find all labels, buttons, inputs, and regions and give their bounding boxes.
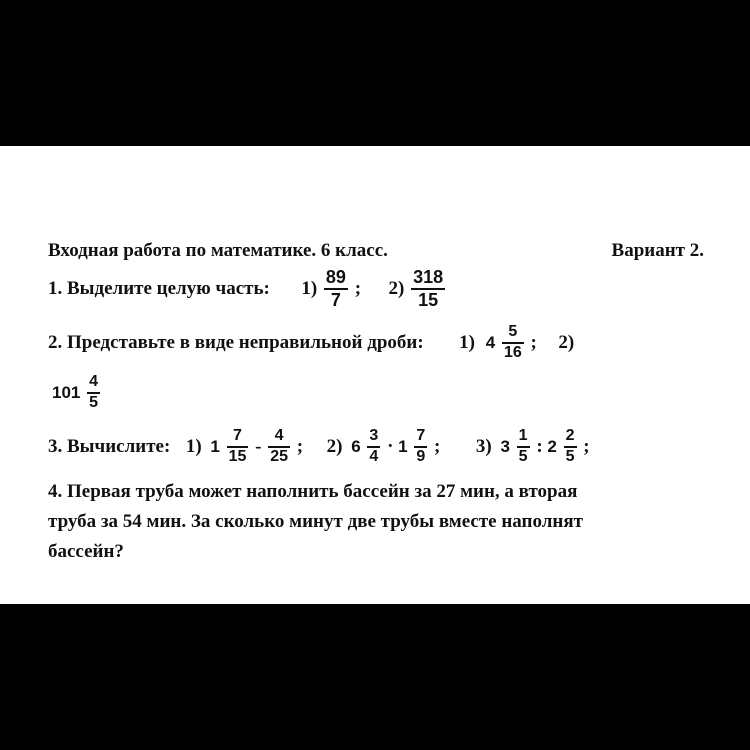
operator: · <box>387 436 394 458</box>
fraction-4-5 <box>87 374 100 412</box>
separator: ; <box>434 436 441 458</box>
task-4-line-2: труба за 54 мин. За сколько минут две трубы вместе наполнят <box>48 511 583 532</box>
task-1-item-2-label: 2) <box>388 278 405 300</box>
mixed-whole: 101 <box>52 383 81 403</box>
fraction-numerator: 4 <box>87 374 100 394</box>
task-1-text: 1. Выделите целую часть: <box>48 278 270 300</box>
fraction-denominator: 15 <box>418 289 439 310</box>
variant-label: Вариант 2. <box>611 240 704 261</box>
operator: : <box>536 436 543 458</box>
task-2-item-1-label: 1) <box>459 332 475 354</box>
task-4-line-1: 4. Первая труба может наполнить бассейн за 27 мин, а вторая <box>48 481 578 502</box>
task-3 <box>48 428 704 466</box>
mixed-whole: 1 <box>398 437 408 457</box>
fraction-numerator: 5 <box>502 324 524 344</box>
task-2-item-2 <box>52 374 704 412</box>
fraction-89-7 <box>324 268 348 310</box>
fraction-denominator: 5 <box>89 393 99 411</box>
task-2-text: 2. Представьте в виде неправильной дроби: <box>48 332 424 354</box>
fraction-4-25 <box>268 428 290 466</box>
fraction-numerator: 3 <box>367 428 380 448</box>
fraction-numerator: 7 <box>227 428 249 448</box>
task-4-line-3: бассейн? <box>48 541 124 562</box>
fraction-denominator: 25 <box>270 447 289 465</box>
task-1 <box>48 268 704 310</box>
fraction-7-15 <box>227 428 249 466</box>
separator: ; <box>354 278 362 300</box>
task-2 <box>48 324 704 362</box>
mixed-whole: 3 <box>500 437 510 457</box>
separator: ; <box>583 436 590 458</box>
fraction-5-16 <box>502 324 524 362</box>
task-3-item-1-label: 1) <box>185 436 202 458</box>
fraction-numerator: 89 <box>324 268 348 290</box>
fraction-numerator: 4 <box>268 428 290 448</box>
mixed-whole: 4 <box>485 333 496 353</box>
fraction-numerator: 2 <box>564 428 577 448</box>
fraction-3-4 <box>367 428 380 466</box>
task-3-item-2-label: 2) <box>326 436 343 458</box>
fraction-318-15 <box>411 268 445 310</box>
fraction-denominator: 15 <box>228 447 247 465</box>
fraction-denominator: 4 <box>369 447 379 465</box>
operator: - <box>255 436 262 458</box>
fraction-denominator: 5 <box>518 447 528 465</box>
fraction-denominator: 16 <box>503 343 522 361</box>
fraction-denominator: 7 <box>330 289 341 310</box>
task-2-item-2-label: 2) <box>558 332 575 354</box>
fraction-denominator: 9 <box>416 447 426 465</box>
task-3-text: 3. Вычислите: <box>48 436 171 458</box>
separator: ; <box>530 332 537 354</box>
task-1-item-1-label: 1) <box>301 278 318 300</box>
header-line <box>48 241 704 260</box>
mixed-whole: 1 <box>210 437 220 457</box>
fraction-numerator: 1 <box>517 428 530 448</box>
fraction-numerator: 318 <box>411 268 445 290</box>
separator: ; <box>296 436 304 458</box>
fraction-denominator: 5 <box>565 447 575 465</box>
fraction-numerator: 7 <box>414 428 427 448</box>
worksheet-page <box>0 146 750 604</box>
fraction-7-9 <box>414 428 427 466</box>
worksheet-title: Входная работа по математике. 6 класс. <box>48 240 388 261</box>
fraction-1-5 <box>517 428 530 466</box>
mixed-whole: 2 <box>547 437 557 457</box>
mixed-whole: 6 <box>351 437 361 457</box>
fraction-2-5 <box>564 428 577 466</box>
task-3-item-3-label: 3) <box>475 436 492 458</box>
